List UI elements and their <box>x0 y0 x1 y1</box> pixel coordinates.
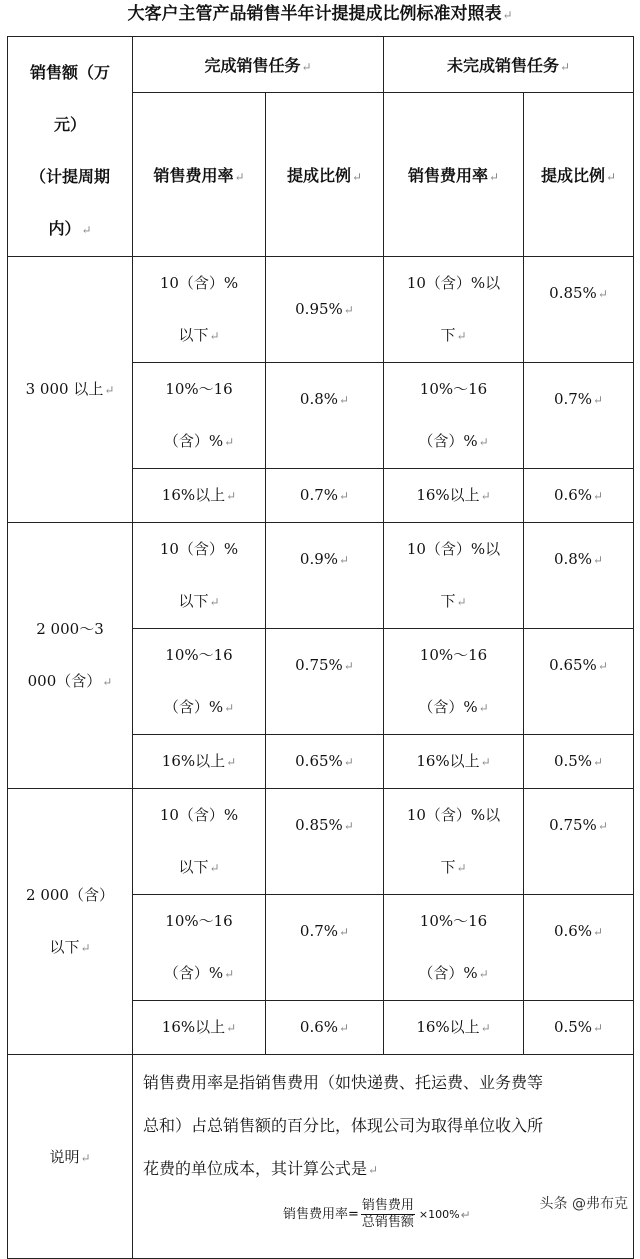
paragraph-mark-icon: ↵ <box>343 303 354 317</box>
completed-expense-rate <box>133 895 266 1001</box>
cell-line <box>384 469 523 522</box>
cell-line <box>266 469 383 522</box>
cell-line <box>266 533 383 586</box>
cell-text: （含）% <box>163 698 224 716</box>
expense-rate-label: 销售费用率 <box>153 165 234 185</box>
cell-text: 16%以上 <box>416 1018 480 1036</box>
paragraph-mark-icon: ↵ <box>480 1021 491 1035</box>
not-completed-header <box>384 37 634 93</box>
cell-line <box>133 523 265 575</box>
cell-line <box>133 841 265 894</box>
cell-text: 10%～16 <box>419 912 488 930</box>
cell-text: 10%～16 <box>165 912 233 930</box>
sales-range-cell <box>8 523 133 789</box>
table-row <box>8 789 634 895</box>
cell-text: （含）% <box>418 432 478 450</box>
cell-text: 10（含）% <box>159 806 239 824</box>
paragraph-mark-icon: ↵ <box>343 819 354 833</box>
cell-line <box>524 905 633 958</box>
completed-expense-rate <box>133 1001 266 1055</box>
cell-text: 0.8% <box>299 390 339 408</box>
paragraph-mark-icon: ↵ <box>597 819 608 833</box>
not-completed-commission <box>524 469 634 523</box>
completed-commission <box>266 523 384 629</box>
cell-text: 000（含） <box>27 672 102 690</box>
cell-text: （计提周期 <box>29 167 110 186</box>
cell-text: 0.9% <box>299 550 339 568</box>
cell-line <box>266 799 383 852</box>
not-completed-expense-rate <box>384 469 524 523</box>
note-line <box>143 1104 625 1147</box>
cell-line <box>133 415 265 468</box>
not-completed-commission <box>524 363 634 469</box>
completed-commission <box>266 735 384 789</box>
completed-commission-header <box>266 92 384 256</box>
paragraph-mark-icon: ↵ <box>209 329 220 343</box>
paragraph-mark-icon: ↵ <box>80 941 91 955</box>
formula-fraction <box>361 1198 415 1231</box>
cell-line <box>384 841 523 894</box>
cell-text: 以下 <box>178 858 209 876</box>
cell-text: 0.85% <box>549 284 597 302</box>
cell-line <box>384 309 523 362</box>
paragraph-mark-icon: ↵ <box>209 595 220 609</box>
cell-text: 以下 <box>49 938 80 956</box>
paragraph-mark-icon: ↵ <box>102 675 113 689</box>
cell-text: 0.65% <box>295 752 343 770</box>
note-label-cell <box>8 1055 133 1259</box>
cell-line <box>8 99 132 151</box>
paragraph-mark-icon: ↵ <box>597 659 608 673</box>
paragraph-mark-icon: ↵ <box>368 1163 379 1177</box>
cell-line <box>384 363 523 415</box>
commission-table <box>7 36 634 1259</box>
completed-header-label: 完成销售任务 <box>204 55 301 75</box>
cell-text: 内） <box>48 219 81 238</box>
paragraph-mark-icon: ↵ <box>301 59 312 74</box>
cell-line <box>133 629 265 681</box>
cell-text: 以下 <box>178 592 209 610</box>
commission-label: 提成比例 <box>540 165 605 185</box>
cell-text: 16%以上 <box>161 486 226 504</box>
completed-expense-rate <box>133 363 266 469</box>
cell-text: 0.6% <box>553 922 593 940</box>
not-completed-commission <box>524 895 634 1001</box>
cell-text: 16%以上 <box>161 752 226 770</box>
cell-line <box>133 257 265 309</box>
cell-text: 16%以上 <box>416 752 480 770</box>
paragraph-mark-icon: ↵ <box>351 169 363 184</box>
cell-text: 3 000 以上 <box>25 380 104 398</box>
cell-text: 10%～16 <box>165 646 233 664</box>
formula-multiplier: ×100% <box>418 1207 460 1221</box>
cell-text: （含）% <box>163 964 224 982</box>
cell-text: 0.75% <box>295 656 343 674</box>
cell-text: （含）% <box>418 698 478 716</box>
paragraph-mark-icon: ↵ <box>339 489 350 503</box>
paragraph-mark-icon: ↵ <box>209 861 220 875</box>
commission-label: 提成比例 <box>286 165 351 185</box>
note-line <box>143 1147 625 1192</box>
completed-expense-rate-header <box>133 92 266 256</box>
sales-amount-header <box>8 37 133 257</box>
formula-lhs: 销售费用率= <box>283 1206 359 1222</box>
cell-line <box>133 789 265 841</box>
paragraph-mark-icon: ↵ <box>480 489 491 503</box>
completed-commission <box>266 1001 384 1055</box>
cell-text: 以下 <box>178 326 209 344</box>
cell-line <box>384 789 523 841</box>
cell-text: 10（含）% <box>159 274 239 292</box>
paragraph-mark-icon: ↵ <box>593 393 604 407</box>
paragraph-mark-icon: ↵ <box>456 329 467 343</box>
cell-line <box>524 469 633 522</box>
cell-line <box>524 799 633 852</box>
paragraph-mark-icon: ↵ <box>606 169 617 184</box>
not-completed-expense-rate <box>384 523 524 629</box>
cell-text: 0.65% <box>549 656 597 674</box>
cell-line <box>384 523 523 575</box>
cell-text: 下 <box>440 592 456 610</box>
cell-line <box>384 415 523 468</box>
cell-line <box>524 1001 633 1054</box>
note-label: 说明 <box>49 1148 80 1166</box>
cell-text: 2 000～3 <box>36 620 104 638</box>
completed-commission <box>266 789 384 895</box>
cell-line <box>384 1001 523 1054</box>
paragraph-mark-icon: ↵ <box>234 169 245 184</box>
sales-amount-header-lines <box>8 37 132 256</box>
expense-rate-label: 销售费用率 <box>407 165 488 185</box>
not-completed-commission <box>524 735 634 789</box>
not-completed-commission <box>524 789 634 895</box>
table-body <box>8 37 634 1259</box>
cell-line <box>524 533 633 586</box>
cell-line <box>384 575 523 628</box>
cell-line <box>133 575 265 628</box>
paragraph-mark-icon: ↵ <box>343 755 354 769</box>
completed-commission <box>266 257 384 363</box>
not-completed-expense-rate <box>384 895 524 1001</box>
note-line <box>143 1061 625 1104</box>
paragraph-mark-icon: ↵ <box>226 755 237 769</box>
cell-text: 0.75% <box>549 816 597 834</box>
completed-commission <box>266 469 384 523</box>
paragraph-mark-icon: ↵ <box>488 169 500 184</box>
cell-text: 0.5% <box>553 752 593 770</box>
not-completed-commission-header <box>524 92 634 256</box>
completed-expense-rate <box>133 469 266 523</box>
paragraph-mark-icon: ↵ <box>478 967 489 981</box>
note-line-text: 花费的单位成本，其计算公式是 <box>143 1159 368 1178</box>
formula-denominator: 总销售额 <box>361 1215 414 1230</box>
completed-expense-rate <box>133 735 266 789</box>
cell-text: 销售额（万 <box>29 63 110 82</box>
paragraph-mark-icon: ↵ <box>502 8 513 22</box>
paragraph-mark-icon: ↵ <box>224 701 235 715</box>
watermark: 头条 @弗布克 <box>539 1196 628 1212</box>
not-completed-header-label: 未完成销售任务 <box>446 55 559 75</box>
cell-line <box>8 655 132 708</box>
sales-range-cell <box>8 257 133 523</box>
cell-line <box>384 947 523 1000</box>
title-text: 大客户主管产品销售半年计提提成比例标准对照表 <box>127 4 502 24</box>
paragraph-mark-icon: ↵ <box>224 967 235 981</box>
paragraph-mark-icon: ↵ <box>104 383 115 397</box>
cell-text: 0.6% <box>299 1018 339 1036</box>
cell-text: 10（含）%以 <box>406 274 501 292</box>
cell-line <box>8 151 132 203</box>
cell-line <box>266 283 383 336</box>
paragraph-mark-icon: ↵ <box>593 553 604 567</box>
cell-text: 0.95% <box>295 300 343 318</box>
cell-text: （含）% <box>418 964 478 982</box>
cell-line <box>133 681 265 734</box>
cell-line <box>8 47 132 99</box>
formula-numerator: 销售费用 <box>361 1198 414 1213</box>
cell-line <box>266 905 383 958</box>
cell-line <box>133 469 265 522</box>
cell-line <box>8 203 132 256</box>
paragraph-mark-icon: ↵ <box>456 861 467 875</box>
completed-commission <box>266 629 384 735</box>
cell-text: 0.85% <box>295 816 343 834</box>
cell-text: 10%～16 <box>419 380 488 398</box>
cell-line <box>266 373 383 426</box>
not-completed-commission <box>524 1001 634 1055</box>
cell-text: 10（含）% <box>159 540 239 558</box>
not-completed-expense-rate <box>384 735 524 789</box>
cell-line <box>8 921 132 974</box>
not-completed-expense-rate <box>384 363 524 469</box>
paragraph-mark-icon: ↵ <box>456 595 467 609</box>
cell-text: 0.8% <box>553 550 593 568</box>
completed-expense-rate <box>133 789 266 895</box>
cell-line <box>133 363 265 415</box>
cell-line <box>266 639 383 692</box>
not-completed-commission <box>524 257 634 363</box>
completed-expense-rate <box>133 523 266 629</box>
paragraph-mark-icon: ↵ <box>593 489 604 503</box>
paragraph-mark-icon: ↵ <box>478 701 489 715</box>
completed-header <box>133 37 384 93</box>
cell-text: 0.7% <box>299 922 339 940</box>
cell-line <box>8 363 132 416</box>
cell-line <box>384 735 523 788</box>
cell-text: 下 <box>440 326 456 344</box>
cell-line <box>8 869 132 921</box>
cell-line <box>133 895 265 947</box>
completed-expense-rate <box>133 629 266 735</box>
page-title <box>0 0 640 30</box>
cell-line <box>384 895 523 947</box>
paragraph-mark-icon: ↵ <box>80 1151 91 1165</box>
not-completed-expense-rate <box>384 629 524 735</box>
note-line-text: 销售费用率是指销售费用（如快递费、托运费、业务费等 <box>143 1073 544 1092</box>
cell-line <box>524 639 633 692</box>
paragraph-mark-icon: ↵ <box>560 59 571 74</box>
paragraph-mark-icon: ↵ <box>480 755 491 769</box>
note-line-text: 总和）占总销售额的百分比，体现公司为取得单位收入所 <box>143 1116 544 1135</box>
paragraph-mark-icon: ↵ <box>593 1021 604 1035</box>
cell-line <box>266 1001 383 1054</box>
paragraph-mark-icon: ↵ <box>478 435 489 449</box>
paragraph-mark-icon: ↵ <box>593 925 604 939</box>
cell-text: （含）% <box>163 432 224 450</box>
paragraph-mark-icon: ↵ <box>339 925 350 939</box>
cell-text: 10（含）%以 <box>406 540 501 558</box>
cell-line <box>266 735 383 788</box>
cell-line <box>133 1001 265 1054</box>
paragraph-mark-icon: ↵ <box>339 553 350 567</box>
paragraph-mark-icon: ↵ <box>226 1021 237 1035</box>
paragraph-mark-icon: ↵ <box>339 393 350 407</box>
paragraph-mark-icon: ↵ <box>593 755 604 769</box>
completed-expense-rate <box>133 257 266 363</box>
cell-line <box>524 735 633 788</box>
cell-line <box>524 373 633 426</box>
note-content <box>133 1055 634 1259</box>
cell-text: 10%～16 <box>419 646 488 664</box>
completed-commission <box>266 363 384 469</box>
cell-text: 0.6% <box>553 486 593 504</box>
cell-line <box>133 947 265 1000</box>
not-completed-expense-rate <box>384 789 524 895</box>
cell-line <box>133 309 265 362</box>
paragraph-mark-icon: ↵ <box>339 1021 350 1035</box>
note-row <box>8 1055 634 1259</box>
cell-line <box>8 603 132 655</box>
cell-text: 0.7% <box>553 390 593 408</box>
sales-range-cell <box>8 789 133 1055</box>
cell-text: 16%以上 <box>161 1018 226 1036</box>
header-row-1 <box>8 37 634 93</box>
cell-text: 16%以上 <box>416 486 480 504</box>
paragraph-mark-icon: ↵ <box>343 659 354 673</box>
paragraph-mark-icon: ↵ <box>224 435 235 449</box>
paragraph-mark-icon: ↵ <box>81 223 92 237</box>
not-completed-expense-rate <box>384 257 524 363</box>
completed-commission <box>266 895 384 1001</box>
cell-text: 2 000（含） <box>26 886 114 904</box>
cell-line <box>133 735 265 788</box>
not-completed-commission <box>524 629 634 735</box>
cell-text: 10（含）%以 <box>406 806 501 824</box>
cell-text: 10%～16 <box>165 380 233 398</box>
not-completed-expense-rate <box>384 1001 524 1055</box>
table-row <box>8 257 634 363</box>
paragraph-mark-icon: ↵ <box>226 489 237 503</box>
table-row <box>8 523 634 629</box>
cell-text: 0.5% <box>553 1018 593 1036</box>
cell-text: 下 <box>440 858 456 876</box>
cell-text: 元） <box>53 115 86 134</box>
not-completed-commission <box>524 523 634 629</box>
cell-line <box>384 257 523 309</box>
paragraph-mark-icon: ↵ <box>460 1207 471 1222</box>
not-completed-expense-rate-header <box>384 92 524 256</box>
cell-line <box>524 267 633 320</box>
cell-line <box>384 681 523 734</box>
cell-text: 0.7% <box>299 486 339 504</box>
cell-line <box>384 629 523 681</box>
paragraph-mark-icon: ↵ <box>597 287 608 301</box>
